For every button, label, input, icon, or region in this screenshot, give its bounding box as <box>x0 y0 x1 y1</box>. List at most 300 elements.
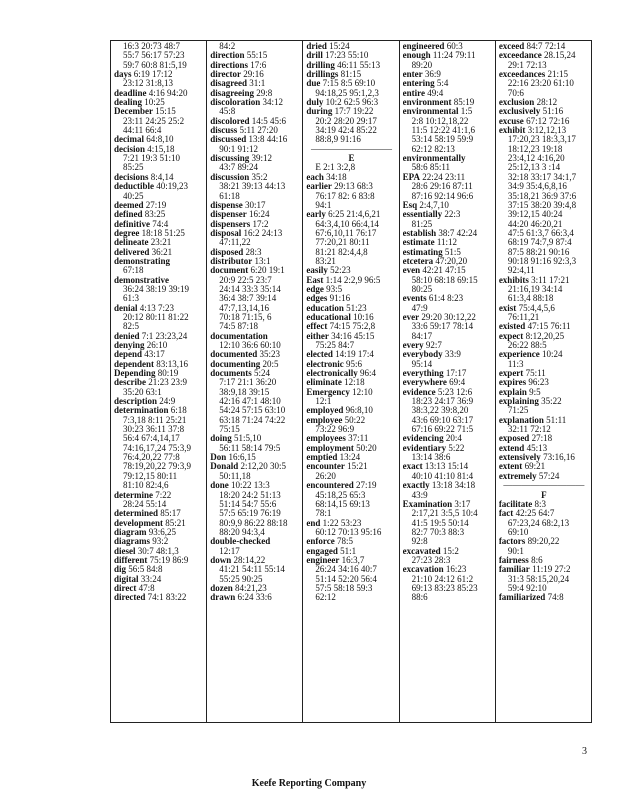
index-term: directed <box>114 593 146 603</box>
page-line-refs: 85:21 <box>165 518 186 528</box>
index-entry <box>499 229 589 238</box>
page-line-refs: 21:15 <box>547 70 569 80</box>
index-term: demonstrative <box>114 275 169 285</box>
page-line-refs: 17:6 <box>250 60 267 70</box>
page-line-refs: 29:1 72:13 <box>507 60 547 70</box>
index-entry <box>114 294 204 303</box>
index-entry <box>114 285 204 294</box>
page-line-refs: 26:22 88:5 <box>507 341 547 350</box>
index-entry <box>499 257 589 266</box>
index-entry <box>210 416 300 425</box>
page-line-refs: 45:18,25 65:3 <box>315 490 366 500</box>
index-entry <box>403 528 493 537</box>
page-line-refs: 12:10 <box>352 387 373 397</box>
page-line-refs: 67:23,24 68:2,13 <box>507 518 570 528</box>
index-entry <box>499 509 589 518</box>
page-line-refs: 51:14 52:20 56:4 <box>315 574 377 584</box>
index-entry <box>306 42 396 51</box>
index-entry <box>499 126 589 135</box>
index-entry <box>114 322 204 331</box>
index-entry <box>499 350 589 359</box>
page-line-refs: 15:24 <box>329 42 350 51</box>
index-term: evidentiary <box>402 443 447 453</box>
page-line-refs: 47:20,20 <box>435 256 468 266</box>
page-line-refs: 26:20 <box>315 471 336 481</box>
page-line-refs: 17:23 55:10 <box>325 51 369 61</box>
index-entry <box>403 322 493 331</box>
index-entry <box>499 397 589 406</box>
index-term: defined <box>114 210 143 220</box>
index-entry <box>114 135 204 144</box>
index-term: definitive <box>114 219 150 229</box>
index-term: familiar <box>498 565 530 575</box>
index-entry <box>306 322 396 331</box>
index-entry <box>306 397 396 406</box>
index-term: factors <box>498 537 526 547</box>
index-term: diesel <box>114 546 136 556</box>
index-entry <box>114 229 204 238</box>
index-term: disposed <box>210 247 244 257</box>
page-line-refs: 35:22 <box>541 397 562 407</box>
index-entry <box>210 145 300 154</box>
index-term: East <box>306 275 324 285</box>
page-line-refs: 31:1 <box>249 79 266 89</box>
page-line-refs: 96:4 <box>359 369 376 379</box>
index-term: educational <box>306 312 351 322</box>
page-line-refs: 7:17 21:1 36:20 <box>219 378 277 388</box>
index-term: discuss <box>210 126 238 136</box>
index-entry <box>499 135 589 144</box>
index-term: duly <box>306 98 324 108</box>
page-line-refs: 43:17 <box>144 350 165 360</box>
page-line-refs: 69:21 <box>524 462 546 472</box>
page-line-refs: 21:23 23:9 <box>148 378 188 388</box>
index-entry <box>499 500 589 509</box>
index-entry <box>306 304 396 313</box>
page-line-refs: 47:7,13,14,16 <box>219 303 269 313</box>
index-term: exact <box>402 462 423 472</box>
page-line-refs: 8:6 <box>531 555 543 565</box>
index-term: denying <box>114 341 145 350</box>
page-line-refs: 40:25 <box>123 191 144 201</box>
index-entry <box>403 154 493 163</box>
page-line-refs: 59:4 92:10 <box>507 583 547 593</box>
index-term: diagrams <box>114 537 150 547</box>
index-entry <box>210 182 300 191</box>
page-line-refs: 80:19 <box>157 369 179 379</box>
index-entry <box>403 519 493 528</box>
index-term: dig <box>114 565 127 575</box>
page-line-refs: 85:17 <box>160 509 181 519</box>
page-line-refs: 27:19 <box>145 200 167 210</box>
index-term: evidencing <box>402 434 444 444</box>
index-entry <box>499 42 589 51</box>
index-entry <box>114 89 204 98</box>
index-entry <box>114 481 204 490</box>
index-entry <box>210 341 300 350</box>
index-column <box>303 41 399 722</box>
page-line-refs: 42:21 47:15 <box>422 266 466 276</box>
index-entry <box>403 434 493 443</box>
index-entry <box>306 266 396 275</box>
index-term: dried <box>306 42 327 51</box>
index-entry <box>210 472 300 481</box>
page-line-refs: 6:19 17:12 <box>133 70 173 80</box>
index-entry <box>306 481 396 490</box>
page-line-refs: 18:20 24:2 51:13 <box>219 490 281 500</box>
page-line-refs: 81:10 82:4,6 <box>123 481 169 491</box>
index-term: exclusion <box>498 98 535 108</box>
page-line-refs: 51:5,10 <box>233 434 262 444</box>
page-line-refs: 76:11,21 <box>507 312 540 322</box>
index-term: Don <box>210 453 227 463</box>
letter-heading: F <box>541 490 547 500</box>
index-term: doing <box>210 434 232 444</box>
index-term: excuse <box>498 116 524 126</box>
page-line-refs: 70:18 71:15, 6 <box>219 312 272 322</box>
index-term: decision <box>114 144 146 154</box>
index-entry <box>403 98 493 107</box>
page-line-refs: 91:16 <box>329 294 351 304</box>
page-line-refs: 5:23 12:6 <box>437 387 473 397</box>
page-line-refs: 77:20,21 80:11 <box>315 238 370 248</box>
page-line-refs: 87:16 92:14 96:6 <box>411 191 474 201</box>
index-term: employed <box>306 406 344 416</box>
page-line-refs: 27:23 28:3 <box>411 555 451 565</box>
page-line-refs: 22:16 23:20 61:10 <box>507 79 574 89</box>
footer-company-name: Keefe Reporting Company <box>251 778 367 789</box>
index-entry <box>403 584 493 593</box>
page-line-refs: 16:6,15 <box>228 453 256 463</box>
index-entry <box>499 89 589 98</box>
index-entry <box>499 575 589 584</box>
index-entry <box>114 107 204 116</box>
index-entry <box>306 135 396 144</box>
page-line-refs: 56:5 84:8 <box>128 565 163 575</box>
index-term: enter <box>402 70 423 80</box>
index-entry <box>210 425 300 434</box>
page-line-refs: 18:18 51:25 <box>141 228 185 238</box>
page-line-refs: E 2:1 3:2,8 <box>315 163 356 173</box>
page-line-refs: 45:13 <box>526 443 548 453</box>
page-line-refs: 89:20,22 <box>527 537 560 547</box>
index-entry <box>403 462 493 471</box>
index-entry <box>403 276 493 285</box>
index-term: expires <box>498 378 527 388</box>
index-term: excavated <box>402 546 441 556</box>
page-line-refs: 41:21 54:11 55:14 <box>219 565 285 575</box>
page-line-refs: 28:6 29:16 87:11 <box>411 182 473 192</box>
page-line-refs: 92:4,11 <box>507 266 535 276</box>
index-entry <box>114 257 204 266</box>
index-entry <box>403 229 493 238</box>
page-line-refs: 95:14 <box>411 359 433 369</box>
index-entry <box>114 491 204 500</box>
page-line-refs: 20:9 22:5 23:7 <box>219 275 272 285</box>
index-entry <box>306 565 396 574</box>
index-term: estimating <box>402 247 443 257</box>
index-entry <box>114 406 204 415</box>
page-line-refs: 23:12 31:8,13 <box>123 79 174 89</box>
index-entry <box>114 145 204 154</box>
page-line-refs: 47:11,22 <box>219 238 251 248</box>
page-line-refs: 3:11 17:21 <box>531 275 570 285</box>
index-entry <box>114 266 204 275</box>
index-entry <box>210 528 300 537</box>
index-term: expect <box>498 331 524 341</box>
index-entry <box>306 528 396 537</box>
page-line-refs: 61:18 <box>219 191 240 201</box>
page-line-refs: 89:20 <box>411 60 433 70</box>
index-entry <box>306 98 396 107</box>
index-entry <box>210 210 300 219</box>
page-line-refs: 83:25 <box>144 210 166 220</box>
index-term: every <box>402 341 424 350</box>
index-entry <box>403 163 493 172</box>
page-line-refs: 7:1 23:23,24 <box>141 331 188 341</box>
index-entry <box>114 61 204 70</box>
page-line-refs: 44:20 46:20,21 <box>507 219 563 229</box>
page-line-refs: 5:11 27:20 <box>239 126 278 136</box>
index-entry <box>210 556 300 565</box>
page-line-refs: 80:9,9 86:22 88:18 <box>219 518 288 528</box>
page-line-refs: 12:1 <box>315 397 332 407</box>
index-term: engineered <box>402 42 445 51</box>
page-line-refs: 51:23 <box>346 303 367 313</box>
index-term: disagreeing <box>210 88 255 98</box>
index-entry <box>499 61 589 70</box>
index-entry <box>499 154 589 163</box>
page-line-refs: 16:2 24:13 <box>243 228 283 238</box>
page-line-refs: 74:1 83:22 <box>147 593 187 603</box>
page-line-refs: 34:19 42:4 85:22 <box>315 126 377 136</box>
page-line-refs: 47:5 61:3,7 66:3,4 <box>507 228 574 238</box>
page-line-refs: 69:10 <box>507 527 529 537</box>
index-term: exist <box>498 303 517 313</box>
page-line-refs: 60:12 70:13 95:16 <box>315 527 382 537</box>
index-term: establish <box>402 228 437 238</box>
index-term: explaining <box>498 397 539 407</box>
page-line-refs: 93:2 <box>152 537 169 547</box>
index-entry <box>210 304 300 313</box>
index-entry <box>210 238 300 247</box>
index-entry <box>114 378 204 387</box>
page-line-refs: 12:10 36:6 60:10 <box>219 341 281 350</box>
page-line-refs: 76:4,20,22 77:8 <box>123 453 180 463</box>
page-line-refs: 11:24 79:11 <box>432 51 476 61</box>
index-entry <box>306 70 396 79</box>
index-entry <box>403 369 493 378</box>
index-entry <box>403 509 493 518</box>
index-entry <box>306 434 396 443</box>
index-entry <box>210 444 300 453</box>
index-term: extent <box>498 462 523 472</box>
page-line-refs: 35:23 <box>259 350 280 360</box>
index-entry <box>403 378 493 387</box>
page-line-refs: 38:9,18 39:15 <box>219 387 270 397</box>
index-entry <box>114 565 204 574</box>
index-term: exposed <box>498 434 530 444</box>
page-line-refs: 51:5 <box>444 247 461 257</box>
page-line-refs: 39:12,15 40:24 <box>507 210 563 220</box>
index-entry <box>306 462 396 471</box>
index-entry <box>306 509 396 518</box>
index-term: December <box>114 107 153 117</box>
index-term: denial <box>114 303 138 313</box>
index-entry <box>403 117 493 126</box>
index-term: effect <box>306 322 328 332</box>
index-term: dispensers <box>210 219 251 229</box>
page-line-refs: 38:7 42:24 <box>438 228 478 238</box>
page-line-refs: 39:12 <box>251 154 272 164</box>
index-entry <box>306 575 396 584</box>
index-entry <box>210 397 300 406</box>
page-line-refs: 18:12,23 19:18 <box>507 144 563 154</box>
page-line-refs: 85:25 <box>123 163 144 173</box>
index-entry <box>210 294 300 303</box>
page-line-refs: 67:16 69:22 71:5 <box>411 425 474 435</box>
page-line-refs: 46:11 55:13 <box>337 60 381 70</box>
index-term: dispense <box>210 200 243 210</box>
index-entry <box>114 117 204 126</box>
index-entry <box>499 528 589 537</box>
index-entry <box>499 406 589 415</box>
page-line-refs: 13:14 38:6 <box>411 453 451 463</box>
page-line-refs: 50:22 <box>344 415 366 425</box>
page-line-refs: 28:24 55:14 <box>123 499 167 509</box>
page-line-refs: 61:4 8:23 <box>428 294 464 304</box>
page-line-refs: 81:15 <box>340 70 362 80</box>
page-line-refs: 40:19,23 <box>156 182 189 192</box>
index-term: demonstrating <box>114 256 170 266</box>
page-line-refs: 73:22 96:9 <box>315 425 355 435</box>
page-line-refs: 82:7 70:3 88:3 <box>411 527 465 537</box>
page-line-refs: 43:9 <box>411 490 428 500</box>
index-term: dealing <box>114 98 143 108</box>
index-entry <box>114 509 204 518</box>
index-entry <box>306 584 396 593</box>
index-entry <box>114 500 204 509</box>
page-line-refs: 1:5 <box>460 107 473 117</box>
page-line-refs: 78:19,20,22 79:3,9 <box>123 462 192 472</box>
index-entry <box>210 173 300 182</box>
index-term: Donald <box>210 462 239 472</box>
page-line-refs: 10:22 13:3 <box>230 481 270 491</box>
page-line-refs: 11:19 27:2 <box>532 565 571 575</box>
index-entry <box>403 425 493 434</box>
index-term: eliminate <box>306 378 342 388</box>
page-line-refs: 29:16 <box>243 70 264 80</box>
index-term: delineate <box>114 238 149 248</box>
index-entry <box>403 182 493 191</box>
index-entry <box>306 537 396 546</box>
index-entry <box>306 350 396 359</box>
page-line-refs: 52:23 <box>330 266 351 276</box>
index-entry <box>210 266 300 275</box>
index-term: during <box>306 107 333 117</box>
index-term: EPA <box>402 172 420 182</box>
index-entry <box>306 173 396 182</box>
index-entry <box>306 519 396 528</box>
index-entry <box>114 444 204 453</box>
index-entry <box>499 322 589 331</box>
page-line-refs: 3:17 <box>454 499 471 509</box>
page-line-refs: 94:18,25 95:1,2,3 <box>315 88 379 98</box>
index-term: education <box>306 303 344 313</box>
index-entry <box>306 294 396 303</box>
index-term: degree <box>114 228 140 238</box>
page-line-refs: 50:11,18 <box>219 471 251 481</box>
index-entry <box>499 192 589 201</box>
index-term: documenting <box>210 359 261 369</box>
index-entry <box>210 89 300 98</box>
page-line-refs: 16:24 <box>248 210 270 220</box>
page-line-refs: 63:18 71:24 74:22 <box>219 415 286 425</box>
index-entry <box>114 304 204 313</box>
page-line-refs: 55:25 90:25 <box>219 574 263 584</box>
index-entry <box>210 462 300 471</box>
index-term: document <box>210 266 249 276</box>
page-line-refs: 13:8 44:16 <box>248 135 288 145</box>
index-entry <box>499 462 589 471</box>
index-term: either <box>306 331 329 341</box>
page-line-refs: 81:21 82:4,4,8 <box>315 247 368 257</box>
index-entry <box>306 229 396 238</box>
index-entry <box>306 201 396 210</box>
page-line-refs: 4:13 7:23 <box>139 303 175 313</box>
index-entry <box>210 491 300 500</box>
page-line-refs: 67:12 72:16 <box>526 116 570 126</box>
index-entry <box>210 509 300 518</box>
index-term: Emergency <box>306 387 350 397</box>
index-column <box>496 41 591 722</box>
page-line-refs: 42:16 47:1 48:10 <box>219 397 281 407</box>
index-entry <box>210 285 300 294</box>
page-line-refs: 13:24 <box>339 453 361 463</box>
index-entry <box>114 154 204 163</box>
index-entry <box>114 220 204 229</box>
page-line-refs: 62:12 82:13 <box>411 144 455 154</box>
index-entry <box>306 238 396 247</box>
index-entry <box>306 313 396 322</box>
index-term: enough <box>402 51 431 61</box>
index-entry <box>403 61 493 70</box>
index-entry <box>499 79 589 88</box>
page-line-refs: 37:11 <box>348 434 369 444</box>
index-entry <box>210 565 300 574</box>
index-entry <box>499 313 589 322</box>
page-line-refs: 43:7 89:24 <box>219 163 258 173</box>
index-entry <box>114 472 204 481</box>
index-term: everywhere <box>402 378 447 388</box>
page-line-refs: 96:8,10 <box>345 406 373 416</box>
index-term: explanation <box>498 415 544 425</box>
index-term: drawn <box>210 593 236 603</box>
index-term: Examination <box>402 499 453 509</box>
page-line-refs: 32:11 72:12 <box>507 425 551 435</box>
index-term: determination <box>114 406 169 416</box>
index-term: encountered <box>306 481 354 491</box>
page-line-refs: 27:18 <box>531 434 553 444</box>
index-term: denied <box>114 331 140 341</box>
page-line-refs: 83:13,16 <box>156 359 189 369</box>
index-term: deductible <box>114 182 155 192</box>
page-line-refs: 69:4 <box>449 378 466 388</box>
index-entry <box>210 388 300 397</box>
page-line-refs: 85:19 <box>453 98 475 108</box>
page-line-refs: 96:23 <box>528 378 549 388</box>
page-line-refs: 58:10 68:18 69:15 <box>411 275 478 285</box>
